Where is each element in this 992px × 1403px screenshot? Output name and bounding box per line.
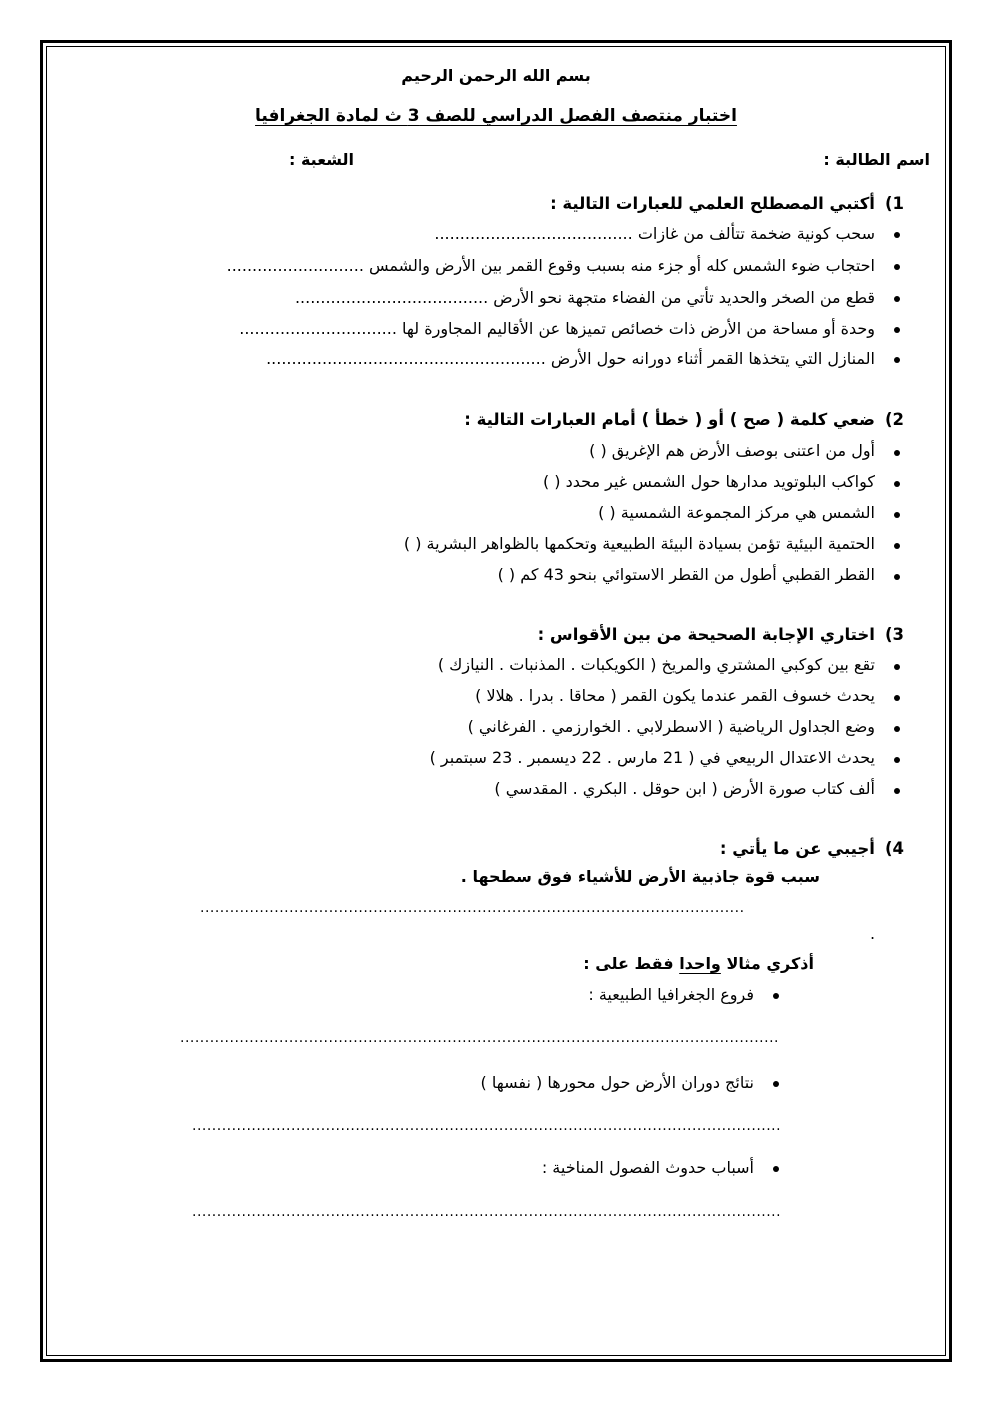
q4-number: 4): [884, 839, 904, 858]
page-title: اختبار منتصف الفصل الدراسي للصف 3 ث لمادة الجغرافيا: [255, 106, 737, 126]
bullet-icon: [894, 788, 900, 794]
q2-item-3: الشمس هي مركز المجموعة الشمسية ( ): [598, 503, 875, 522]
q4-sub-item-1: فروع الجغرافيا الطبيعية :: [588, 985, 754, 1004]
q2-heading-text: ضعي كلمة ( صح ) أو ( خطأ ) أمام العبارات التالية :: [464, 410, 875, 429]
q1-item-1: سحب كونية ضخمة تتألف من غازات .......................................: [434, 224, 875, 243]
bullet-icon: [773, 1166, 779, 1172]
q4-heading-text: أجيبي عن ما يأتي :: [719, 839, 875, 858]
q3-heading-text: اختاري الإجابة الصحيحة من بين الأقواس :: [537, 625, 875, 644]
q4-question: سبب قوة جاذبية الأرض للأشياء فوق سطحها .: [460, 867, 820, 886]
bullet-icon: [894, 543, 900, 549]
bullet-icon: [894, 757, 900, 763]
q2-number: 2): [884, 410, 904, 429]
bullet-icon: [773, 993, 779, 999]
q1-number: 1): [884, 194, 904, 213]
q4-heading: [720, 839, 904, 858]
q3-number: 3): [884, 625, 904, 644]
q1-heading: [550, 194, 904, 213]
basmala: بسم الله الرحمن الرحيم: [401, 66, 591, 85]
answer-line-end-dot: .: [870, 924, 876, 943]
q1-item-5: المنازل التي يتخذها القمر أثناء دورانه حول الأرض .......................................................: [266, 349, 875, 368]
answer-line-1[interactable]: .........................................................................................................................: [180, 1030, 779, 1046]
bullet-icon: [894, 481, 900, 487]
bullet-icon: [894, 512, 900, 518]
bullet-icon: [894, 232, 900, 238]
q3-heading: [538, 625, 904, 644]
bullet-icon: [894, 264, 900, 270]
q2-item-1: أول من اعتنى بوصف الأرض هم الإغريق ( ): [589, 441, 875, 460]
bullet-icon: [894, 695, 900, 701]
q4-sub-item-3: أسباب حدوث الفصول المناخية :: [541, 1158, 754, 1177]
q3-item-1: تقع بين كوكبي المشتري والمريخ ( الكويكبات . المذنبات . النيازك ): [437, 655, 875, 674]
section-label: الشعبة :: [288, 150, 354, 169]
q1-item-3: قطع من الصخر والحديد تأتي من الفضاء متجهة نحو الأرض ......................................: [294, 288, 875, 307]
bullet-icon: [894, 450, 900, 456]
q2-heading: [464, 410, 904, 429]
q3-item-5: ألف كتاب صورة الأرض ( ابن حوقل . البكري . المقدسي ): [494, 779, 875, 798]
bullet-icon: [894, 574, 900, 580]
q4-sub-item-2: نتائج دوران الأرض حول محورها ( نفسها ): [480, 1073, 754, 1092]
q3-item-4: يحدث الاعتدال الربيعي في ( 21 مارس . 22 ديسمبر . 23 سبتمبر ): [429, 748, 875, 767]
answer-line-q4[interactable]: ..............................................................................................................: [200, 900, 745, 916]
answer-line-2[interactable]: .......................................................................................................................: [192, 1118, 782, 1134]
student-name-label: اسم الطالبة :: [823, 150, 930, 169]
q4-sub-heading-pre: أذكري مثالا: [726, 954, 814, 973]
answer-line-3[interactable]: .......................................................................................................................: [192, 1204, 782, 1220]
q4-sub-heading-underlined: واحدا: [679, 954, 721, 973]
bullet-icon: [894, 357, 900, 363]
q1-item-2: احتجاب ضوء الشمس كله أو جزء منه بسبب وقوع القمر بين الأرض والشمس ...........................: [226, 256, 875, 275]
q4-sub-heading-post: فقط على :: [583, 954, 674, 973]
q2-item-2: كواكب البلوتويد مدارها حول الشمس غير محدد ( ): [542, 472, 875, 491]
bullet-icon: [894, 726, 900, 732]
q1-heading-text: أكتبي المصطلح العلمي للعبارات التالية :: [550, 194, 875, 213]
q1-item-4: وحدة أو مساحة من الأرض ذات خصائص تميزها عن الأقاليم المجاورة لها ...............................: [239, 319, 875, 338]
bullet-icon: [894, 664, 900, 670]
q2-item-5: القطر القطبي أطول من القطر الاستوائي بنحو 43 كم ( ): [497, 565, 875, 584]
q3-item-2: يحدث خسوف القمر عندما يكون القمر ( محاقا . بدرا . هلالا ): [475, 686, 875, 705]
bullet-icon: [894, 327, 900, 333]
q2-item-4: الحتمية البيئية تؤمن بسيادة البيئة الطبيعية وتحكمها بالظواهر البشرية ( ): [403, 534, 875, 553]
q3-item-3: وضع الجداول الرياضية ( الاسطرلابي . الخوارزمي . الفرغاني ): [467, 717, 875, 736]
bullet-icon: [773, 1081, 779, 1087]
bullet-icon: [894, 296, 900, 302]
q4-sub-heading: [583, 954, 814, 973]
